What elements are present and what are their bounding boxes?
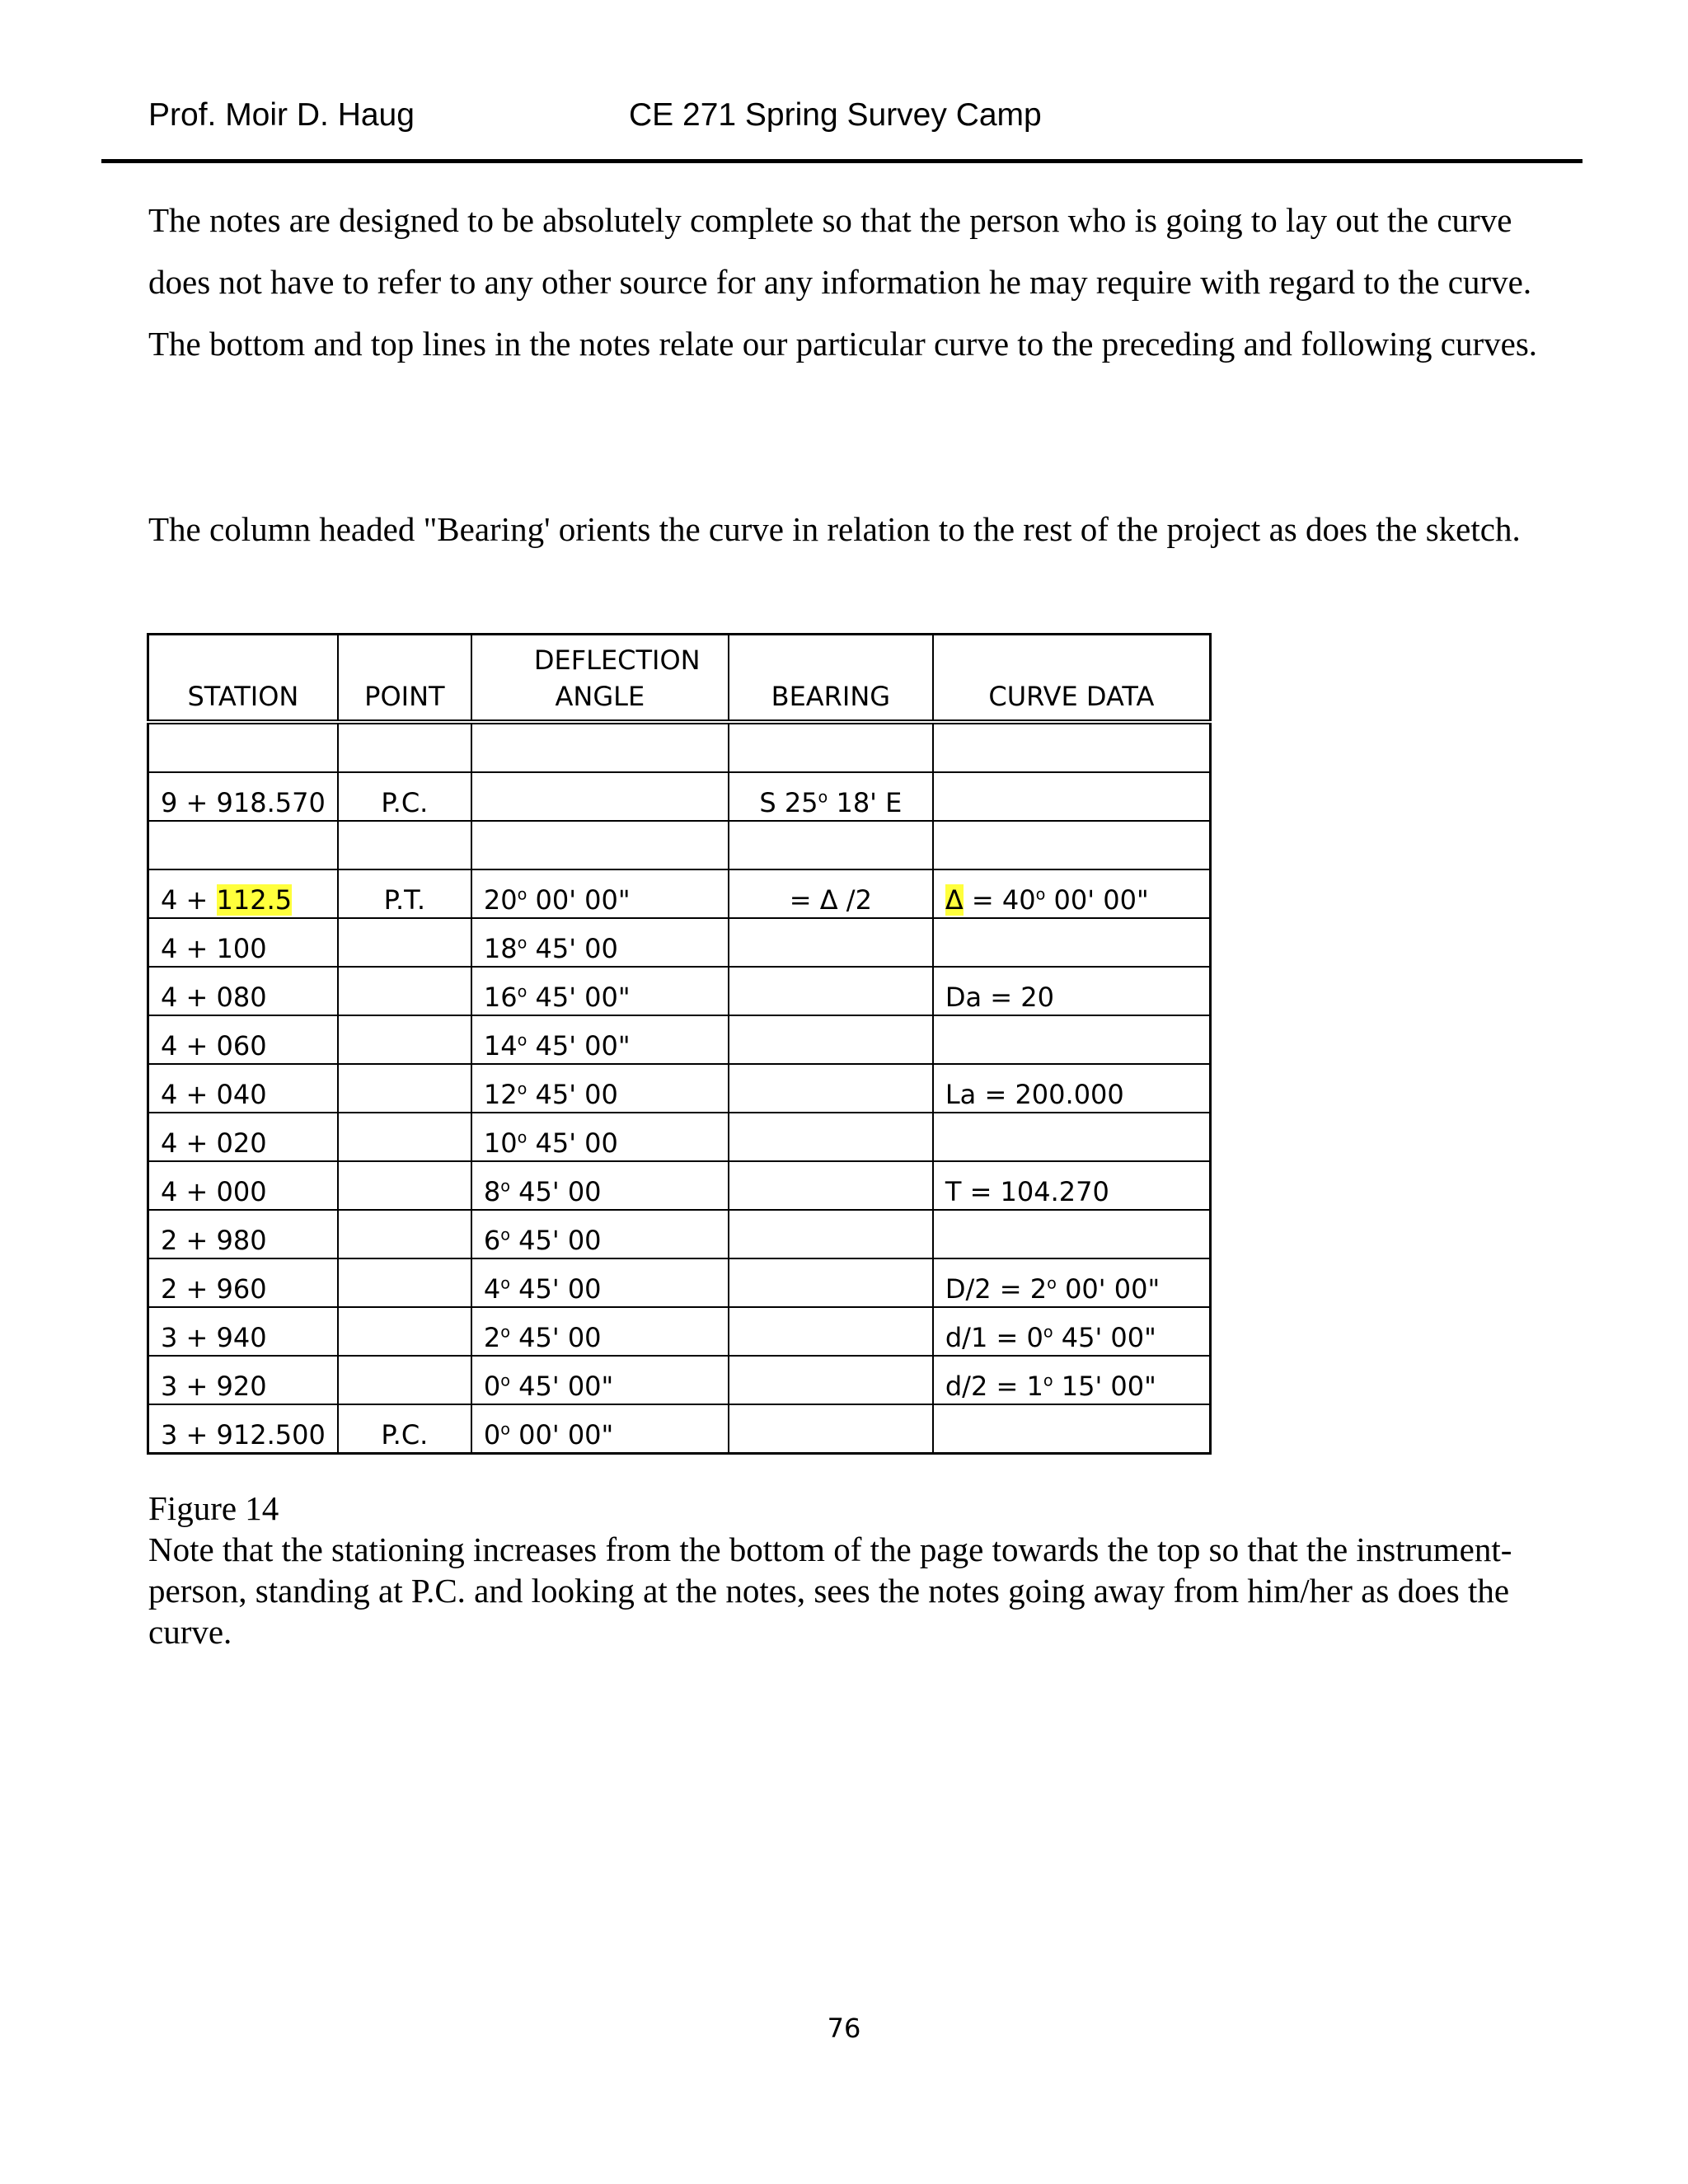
table-row [148, 821, 1211, 869]
cell-bearing [729, 1113, 933, 1161]
cell-deflection: 10$^o$ 45' 00 [471, 1113, 729, 1161]
cell-deflection: 6$^o$ 45' 00 [471, 1210, 729, 1258]
cell-bearing [729, 1064, 933, 1113]
cell-bearing [729, 722, 933, 772]
cell-deflection: 14$^o$ 45' 00" [471, 1015, 729, 1064]
cell-bearing [729, 821, 933, 869]
header-rule [101, 159, 1582, 163]
cell-bearing [729, 1404, 933, 1454]
cell-curve-data [933, 772, 1211, 821]
cell-point [338, 918, 471, 967]
cell-point [338, 1356, 471, 1404]
header-deflection-text: DEFLECTION ANGLE [533, 644, 701, 712]
cell-curve-data: $d/2 = 1^o$ 15' 00" [933, 1356, 1211, 1404]
cell-curve-data [933, 722, 1211, 772]
cell-station: 4 + 040 [148, 1064, 338, 1113]
cell-point [338, 967, 471, 1015]
cell-deflection: 2$^o$ 45' 00 [471, 1307, 729, 1356]
header-author: Prof. Moir D. Haug [148, 97, 415, 133]
table-row [148, 1015, 1211, 1064]
cell-station: 4 + 020 [148, 1113, 338, 1161]
cell-point: P.C. [338, 1404, 471, 1454]
cell-deflection [471, 722, 729, 772]
cell-curve-data: Da = 20 [933, 967, 1211, 1015]
cell-curve-data [933, 1210, 1211, 1258]
cell-point [338, 1015, 471, 1064]
table-row [148, 1258, 1211, 1307]
page-number: 76 [827, 2013, 861, 2044]
cell-station: 2 + 960 [148, 1258, 338, 1307]
header-deflection-angle [471, 635, 729, 723]
cell-point: P.C. [338, 772, 471, 821]
cell-bearing [729, 1307, 933, 1356]
table-row [148, 1307, 1211, 1356]
table-row [148, 869, 1211, 918]
cell-bearing [729, 967, 933, 1015]
table-row [148, 967, 1211, 1015]
table-row [148, 1064, 1211, 1113]
cell-bearing [729, 918, 933, 967]
cell-point: P.T. [338, 869, 471, 918]
cell-point [338, 1307, 471, 1356]
cell-station: 4 + 100 [148, 918, 338, 967]
cell-station [148, 722, 338, 772]
cell-bearing [729, 1356, 933, 1404]
header-course-title: CE 271 Spring Survey Camp [629, 97, 1042, 133]
cell-station: 4 + 000 [148, 1161, 338, 1210]
cell-deflection: 4$^o$ 45' 00 [471, 1258, 729, 1307]
cell-bearing [729, 1258, 933, 1307]
table-row [148, 1210, 1211, 1258]
cell-deflection: 20$^o$ 00' 00" [471, 869, 729, 918]
cell-point [338, 821, 471, 869]
cell-deflection [471, 772, 729, 821]
cell-curve-data: $D/2 = 2^o$ 00' 00" [933, 1258, 1211, 1307]
cell-deflection: 18$^o$ 45' 00 [471, 918, 729, 967]
cell-point [338, 1064, 471, 1113]
cell-curve-data [933, 1015, 1211, 1064]
header-point: POINT [338, 635, 471, 723]
cell-deflection: 16$^o$ 45' 00" [471, 967, 729, 1015]
cell-point [338, 1161, 471, 1210]
table-row [148, 918, 1211, 967]
cell-station: 3 + 940 [148, 1307, 338, 1356]
cell-point [338, 1210, 471, 1258]
cell-station [148, 821, 338, 869]
table-row [148, 1356, 1211, 1404]
cell-curve-data: $d/1 = 0^o$ 45' 00" [933, 1307, 1211, 1356]
cell-point [338, 722, 471, 772]
page-header [148, 97, 1582, 143]
cell-point [338, 1113, 471, 1161]
cell-station: 3 + 920 [148, 1356, 338, 1404]
bearing-paragraph: The column headed "Bearing' orients the curve in relation to the rest of the project as does the sketch. [148, 510, 1521, 548]
cell-station: 4 + 060 [148, 1015, 338, 1064]
cell-deflection: 0$^o$ 00' 00" [471, 1404, 729, 1454]
cell-bearing [729, 1161, 933, 1210]
cell-station: 4 + 112.5 [148, 869, 338, 918]
cell-curve-data: La = 200.000 [933, 1064, 1211, 1113]
table-header-row [148, 635, 1211, 723]
cell-station: 3 + 912.500 [148, 1404, 338, 1454]
cell-curve-data [933, 918, 1211, 967]
table-row [148, 1404, 1211, 1454]
cell-bearing [729, 1210, 933, 1258]
cell-bearing [729, 1015, 933, 1064]
cell-curve-data [933, 1404, 1211, 1454]
cell-curve-data [933, 821, 1211, 869]
cell-deflection [471, 821, 729, 869]
cell-curve-data: $\Delta = 40^o$ 00' 00" [933, 869, 1211, 918]
cell-curve-data [933, 1113, 1211, 1161]
cell-station: 4 + 080 [148, 967, 338, 1015]
stationing-note: Note that the stationing increases from the bottom of the page towards the top so that the instrument-person, standing at P.C. and looking at the notes, sees the notes going away from him/her as does the curve. [148, 1530, 1512, 1651]
figure-caption: Figure 14 [148, 1489, 279, 1527]
header-station: STATION [148, 635, 338, 723]
header-bearing: BEARING [729, 635, 933, 723]
cell-point [338, 1258, 471, 1307]
intro-paragraph: The notes are designed to be absolutely complete so that the person who is going to lay out the curve does not have to refer to any other source for any information he may require with regard to the curve. The bottom and top lines in the notes relate our particular curve to the preceding and following curves. [148, 201, 1538, 363]
cell-deflection: 12$^o$ 45' 00 [471, 1064, 729, 1113]
cell-curve-data: T = 104.270 [933, 1161, 1211, 1210]
cell-station: 2 + 980 [148, 1210, 338, 1258]
cell-deflection: 8$^o$ 45' 00 [471, 1161, 729, 1210]
cell-bearing: S 25$^o$ 18' E [729, 772, 933, 821]
cell-station: 9 + 918.570 [148, 772, 338, 821]
cell-bearing: = Δ /2 [729, 869, 933, 918]
table-row [148, 1161, 1211, 1210]
table-row [148, 772, 1211, 821]
header-curve-data: CURVE DATA [933, 635, 1211, 723]
curve-notes-table [147, 633, 1212, 1455]
table-row [148, 722, 1211, 772]
cell-deflection: 0$^o$ 45' 00" [471, 1356, 729, 1404]
table-row [148, 1113, 1211, 1161]
